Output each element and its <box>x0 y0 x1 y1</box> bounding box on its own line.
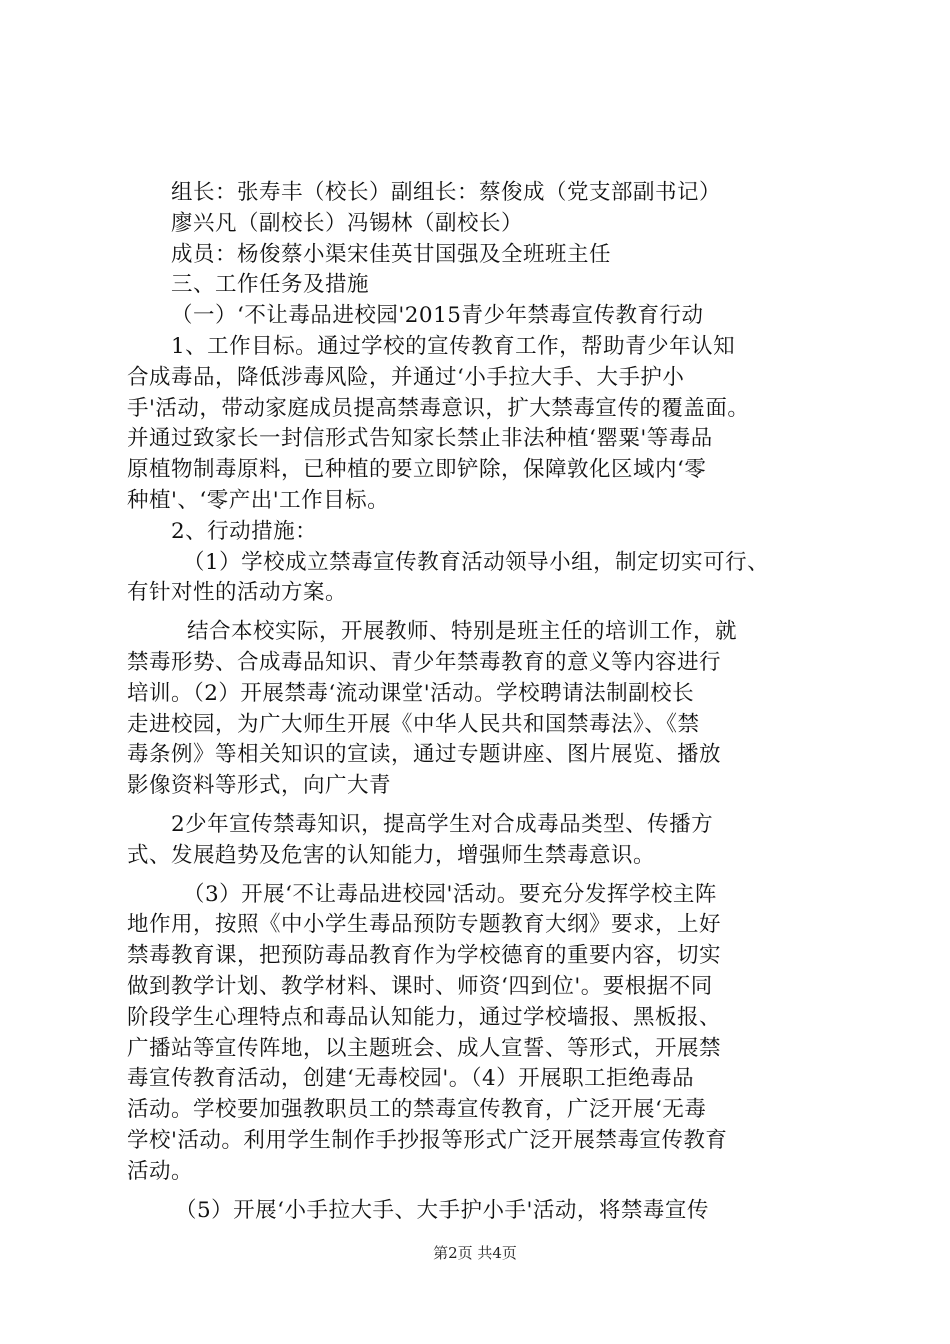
text-line: 有针对性的活动方案。 <box>127 580 348 606</box>
text-line: 2、行动措施： <box>171 518 318 544</box>
text-line: 活动。学校要加强教职员工的禁毒宣传教育，广泛开展‘无毒 <box>127 1097 707 1123</box>
page-number-footer: 第2页 共4页 <box>433 1244 517 1262</box>
text-line: 种植'、‘零产出'工作目标。 <box>127 487 390 513</box>
text-line: 式、发展趋势及危害的认知能力，增强师生禁毒意识。 <box>127 842 656 868</box>
text-line: 成员：杨俊蔡小渠宋佳英甘国强及全班班主任 <box>171 241 612 267</box>
text-line: 影像资料等形式，向广大青 <box>127 773 392 799</box>
text-line: 廖兴凡（副校长）冯锡林（副校长） <box>171 210 524 236</box>
text-line: 禁毒教育课，把预防毒品教育作为学校德育的重要内容，切实 <box>127 943 722 969</box>
text-line: 做到教学计划、教学材料、课时、师资‘四到位'。要根据不同 <box>127 973 713 999</box>
text-line: （5）开展‘小手拉大手、大手护小手'活动，将禁毒宣传 <box>175 1197 709 1223</box>
text-line: 广播站等宣传阵地，以主题班会、成人宣誓、等形式，开展禁 <box>127 1035 722 1061</box>
text-line: 1、工作目标。通过学校的宣传教育工作，帮助青少年认知 <box>171 333 736 359</box>
text-line: 手'活动，带动家庭成员提高禁毒意识，扩大禁毒宣传的覆盖面。 <box>127 395 750 421</box>
text-line: 学校'活动。利用学生制作手抄报等形式广泛开展禁毒宣传教育 <box>127 1127 728 1153</box>
text-line: 禁毒形势、合成毒品知识、青少年禁毒教育的意义等内容进行 <box>127 649 722 675</box>
text-line: 走进校园，为广大师生开展《中华人民共和国禁毒法》、《禁 <box>127 711 700 737</box>
text-line: 阶段学生心理特点和毒品认知能力，通过学校墙报、黑板报、 <box>127 1004 722 1030</box>
text-line: 原植物制毒原料，已种植的要立即铲除，保障敦化区域内‘零 <box>127 457 707 483</box>
text-line: 并通过致家长一封信形式告知家长禁止非法种植‘罂粟'等毒品 <box>127 426 713 452</box>
text-line: 2少年宣传禁毒知识，提高学生对合成毒品类型、传播方 <box>171 811 714 837</box>
text-line: （1）学校成立禁毒宣传教育活动领导小组，制定切实可行、 <box>183 549 770 575</box>
text-line: 地作用，按照《中小学生毒品预防专题教育大纲》要求，上好 <box>127 912 722 938</box>
text-line: 合成毒品，降低涉毒风险，并通过‘小手拉大手、大手护小 <box>127 364 685 390</box>
text-line: 结合本校实际，开展教师、特别是班主任的培训工作，就 <box>187 619 738 645</box>
text-line: （3）开展‘不让毒品进校园'活动。要充分发挥学校主阵 <box>183 881 717 907</box>
document-body <box>127 178 827 1226</box>
text-line: 组长：张寿丰（校长）副组长：蔡俊成（党支部副书记） <box>171 180 722 205</box>
text-line: 活动。 <box>127 1158 194 1184</box>
text-line: 毒条例》等相关知识的宣读，通过专题讲座、图片展览、播放 <box>127 742 722 768</box>
text-line: 培训。（2）开展禁毒‘流动课堂'活动。学校聘请法制副校长 <box>127 680 695 706</box>
subsection-heading: （一）‘不让毒品进校园'2015青少年禁毒宣传教育行动 <box>171 303 704 329</box>
text-line: 毒宣传教育活动，创建‘无毒校园'。（4）开展职工拒绝毒品 <box>127 1066 695 1092</box>
section-heading: 三、工作任务及措施 <box>171 272 370 298</box>
